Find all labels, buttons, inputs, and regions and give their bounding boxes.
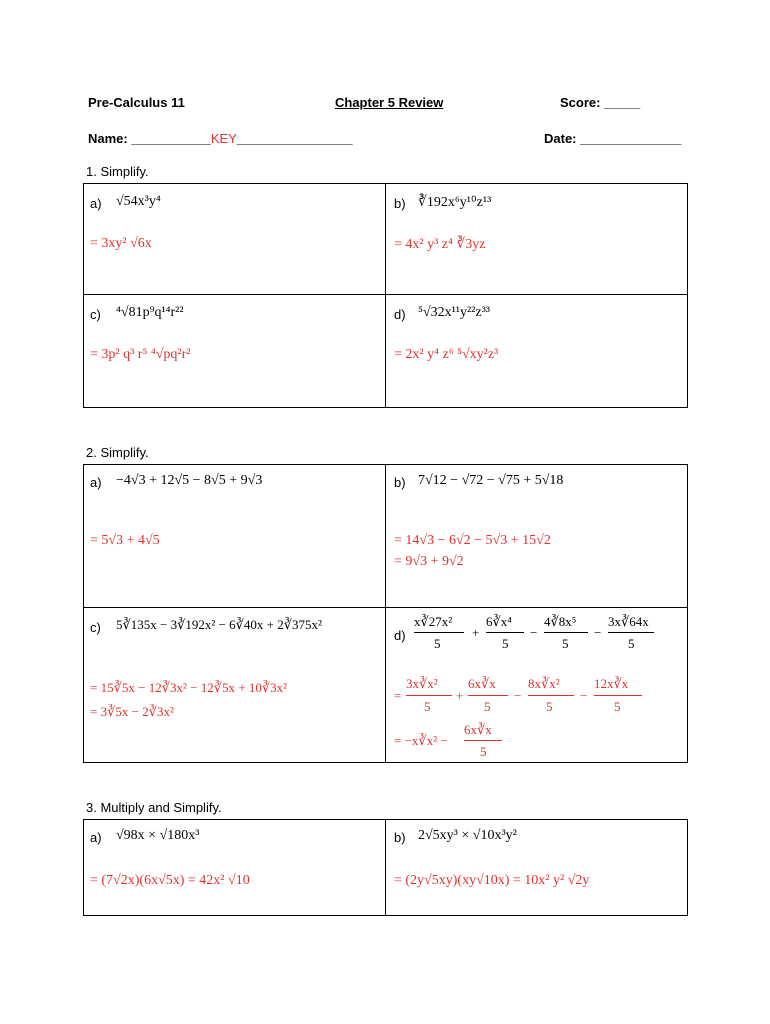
- problem-label: b): [394, 475, 406, 490]
- name-field: [88, 131, 353, 146]
- fraction-bar: [608, 632, 654, 633]
- problem-question: 7√12 − √72 − √75 + 5√18: [418, 473, 564, 488]
- operator: +: [456, 688, 464, 703]
- name-value: KEY: [210, 131, 237, 146]
- question-fractions: [414, 614, 654, 654]
- fraction-bar: [464, 740, 502, 741]
- fraction-denominator: 5: [484, 699, 491, 714]
- problem-question: −4√3 + 12√5 − 8√5 + 9√3: [116, 473, 263, 488]
- fraction-denominator: 5: [546, 699, 553, 714]
- problem-answer-line2: = 9√3 + 9√2: [394, 554, 464, 569]
- problem-answer: = (2y√5xy)(xy√10x) = 10x² y² √2y: [394, 873, 590, 888]
- fraction-denominator: 5: [614, 699, 621, 714]
- operator: −: [580, 688, 588, 703]
- fraction-denominator: 5: [434, 636, 441, 651]
- problem-2a: [84, 465, 386, 608]
- problem-answer: = 5√3 + 4√5: [90, 533, 160, 548]
- fraction-denominator: 5: [628, 636, 635, 651]
- problem-question: 2√5xy³ × √10x³y²: [418, 828, 517, 843]
- fraction-denominator: 5: [502, 636, 509, 651]
- name-tail: ________________: [236, 131, 353, 146]
- fraction-bar: [406, 695, 452, 696]
- section-3-grid: [83, 819, 688, 916]
- fraction-bar: [486, 632, 524, 633]
- problem-label: a): [90, 475, 102, 490]
- problem-2b: [386, 465, 688, 608]
- fraction-numerator: 6x∛x: [464, 722, 492, 737]
- problem-1a: [84, 184, 386, 295]
- date-field: Date: ______________: [544, 131, 682, 146]
- problem-answer: = 3xy² √6x: [90, 236, 152, 251]
- problem-2c: [84, 608, 386, 763]
- problem-label: b): [394, 196, 406, 211]
- problem-question: √54x³y⁴: [116, 194, 161, 209]
- fraction-bar: [468, 695, 508, 696]
- fraction-numerator: 6∛x⁴: [486, 614, 512, 629]
- operator: +: [472, 625, 480, 640]
- section-1-grid: [83, 183, 688, 408]
- fraction-numerator: 12x∛x: [594, 676, 629, 691]
- problem-answer: = 2x² y⁴ z⁶ ⁵√xy²z³: [394, 347, 499, 362]
- fraction-denominator: 5: [562, 636, 569, 651]
- section-2-grid: [83, 464, 688, 763]
- problem-1d: [386, 295, 688, 408]
- fraction-bar: [594, 695, 642, 696]
- course-title: Pre-Calculus 11: [88, 95, 185, 110]
- fraction-denominator: 5: [424, 699, 431, 714]
- worksheet-title: Chapter 5 Review: [335, 95, 444, 110]
- fraction-numerator: 3x∛64x: [608, 614, 649, 629]
- section-3-heading: 3. Multiply and Simplify.: [86, 800, 222, 815]
- fraction-numerator: 3x∛x²: [406, 676, 438, 691]
- problem-answer-line2: = 3∛5x − 2∛3x²: [90, 704, 174, 719]
- problem-1b: [386, 184, 688, 295]
- fraction-bar: [528, 695, 574, 696]
- score-field: Score: _____: [560, 95, 641, 110]
- operator: −: [594, 625, 602, 640]
- section-2-heading: 2. Simplify.: [86, 445, 149, 460]
- problem-question: ∛192x⁶y¹⁰z¹³: [418, 195, 492, 210]
- answer-line2: [394, 722, 534, 762]
- problem-question: √98x × √180x³: [116, 828, 200, 843]
- problem-label: b): [394, 830, 406, 845]
- fraction-denominator: 5: [480, 744, 487, 759]
- problem-2d: [386, 608, 688, 763]
- fraction-numerator: 8x∛x²: [528, 676, 560, 691]
- problem-answer: = 15∛5x − 12∛3x² − 12∛5x + 10∛3x²: [90, 680, 288, 695]
- problem-label: a): [90, 196, 102, 211]
- problem-label: c): [90, 620, 101, 635]
- problem-3b: [386, 820, 688, 916]
- problem-question: ⁴√81p⁹q¹⁴r²²: [116, 305, 184, 320]
- section-1-heading: 1. Simplify.: [86, 164, 149, 179]
- operator: −: [530, 625, 538, 640]
- problem-answer: = 4x² y³ z⁴ ∛3yz: [394, 237, 486, 252]
- problem-label: d): [394, 307, 406, 322]
- problem-label: c): [90, 307, 101, 322]
- problem-answer: = 14√3 − 6√2 − 5√3 + 15√2: [394, 533, 551, 548]
- fraction-bar: [414, 632, 464, 633]
- problem-question: 5∛135x − 3∛192x² − 6∛40x + 2∛375x²: [116, 617, 322, 632]
- fraction-numerator: x∛27x²: [414, 614, 453, 629]
- problem-question: ⁵√32x¹¹y²²z³³: [418, 305, 490, 320]
- name-label: Name: ___________: [88, 131, 211, 146]
- answer-fractions: [394, 676, 674, 720]
- problem-label: d): [394, 628, 406, 643]
- answer2-lead: = −x∛x² −: [394, 733, 448, 748]
- fraction-numerator: 4∛8x⁵: [544, 614, 577, 629]
- fraction-bar: [544, 632, 588, 633]
- equals-sign: =: [394, 688, 402, 703]
- problem-answer: = (7√2x)(6x√5x) = 42x² √10: [90, 873, 250, 888]
- problem-label: a): [90, 830, 102, 845]
- operator: −: [514, 688, 522, 703]
- problem-1c: [84, 295, 386, 408]
- problem-3a: [84, 820, 386, 916]
- problem-answer: = 3p² q³ r⁵ ⁴√pq²r²: [90, 347, 191, 362]
- fraction-numerator: 6x∛x: [468, 676, 496, 691]
